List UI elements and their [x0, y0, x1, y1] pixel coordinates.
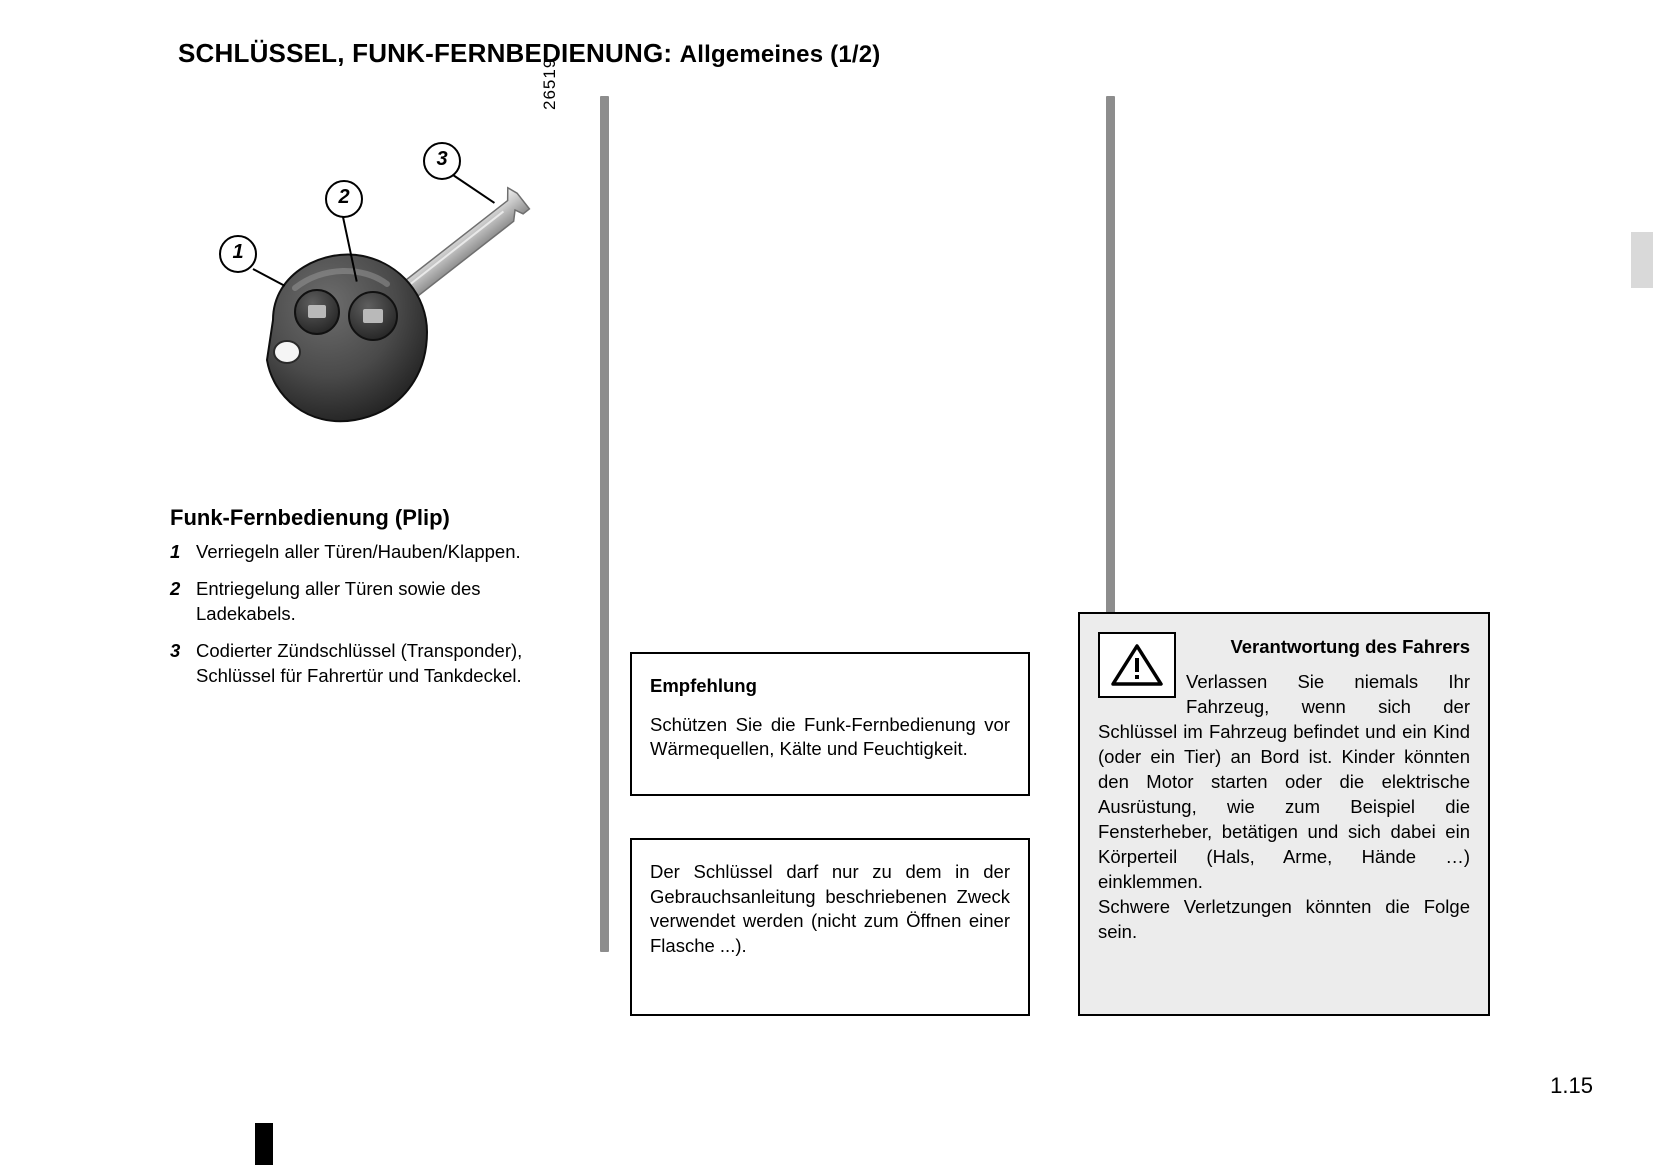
usage-note-text: Der Schlüssel darf nur zu dem in der Gebrauchsanleitung beschriebenen Zweck verwendet werden (nicht zum Öffnen einer Flasche ...).: [650, 861, 1010, 956]
legend-item-text: Verriegeln aller Türen/Hauben/Klappen.: [196, 541, 521, 562]
key-figure-svg: [195, 120, 575, 460]
warning-body: [1098, 670, 1470, 945]
legend-item-text: Codierter Zündschlüssel (Transponder), Schlüssel für Fahrertür und Tankdeckel.: [196, 640, 523, 686]
page-title-sub: Allgemeines (1/2): [679, 41, 881, 68]
section-heading: Funk-Fernbedienung (Plip): [170, 505, 450, 530]
callout-marker-2: 2: [325, 180, 363, 218]
legend-item: [170, 540, 580, 564]
recommendation-note-box: [630, 652, 1030, 796]
usage-note-box: [630, 838, 1030, 1016]
legend-item: [170, 639, 580, 688]
recommendation-note-title: Empfehlung: [650, 675, 757, 696]
warning-title: Verantwortung des Fahrers: [1230, 636, 1470, 657]
driver-responsibility-warning-box: [1078, 612, 1490, 1016]
page-title: [178, 38, 880, 69]
page-number: 1.15: [1550, 1073, 1593, 1098]
legend-item-number: 2: [170, 578, 181, 600]
chapter-edge-tab: [1631, 232, 1653, 288]
warning-triangle-icon: [1098, 632, 1176, 698]
footer-print-mark: [255, 1123, 273, 1165]
warning-paragraph-1: Verlassen Sie niemals Ihr Fahrzeug, wenn sich der Schlüssel im Fahrzeug befindet und ein Kind (oder ein Tier) an Bord ist. Kinder könnten den Motor starten oder die elektrische Ausrüstung, wie zum Beispiel die Fensterheber, betätigen und sich dabei ein Körperteil (Hals, Arme, Hände …) einklemmen.: [1098, 671, 1470, 892]
page-title-main: SCHLÜSSEL, FUNK-FERNBEDIENUNG:: [178, 38, 673, 68]
warning-paragraph-2: Schwere Verletzungen könnten die Folge sein.: [1098, 895, 1470, 942]
callout-marker-3: 3: [423, 142, 461, 180]
warning-triangle-svg: [1110, 642, 1164, 688]
legend-item: [170, 577, 580, 626]
legend-item-number: 3: [170, 640, 181, 662]
callout-marker-1: 1: [219, 235, 257, 273]
column-divider-left: [600, 96, 609, 952]
figure-code: 26519: [540, 57, 559, 110]
key-illustration: [195, 120, 575, 460]
legend-item-text: Entriegelung aller Türen sowie des Ladekabels.: [196, 578, 481, 624]
legend-item-number: 1: [170, 541, 181, 562]
recommendation-note-text: Schützen Sie die Funk-Fernbedienung vor Wärmequellen, Kälte und Feuchtigkeit.: [650, 713, 1010, 760]
callout-legend-list: [170, 540, 580, 701]
